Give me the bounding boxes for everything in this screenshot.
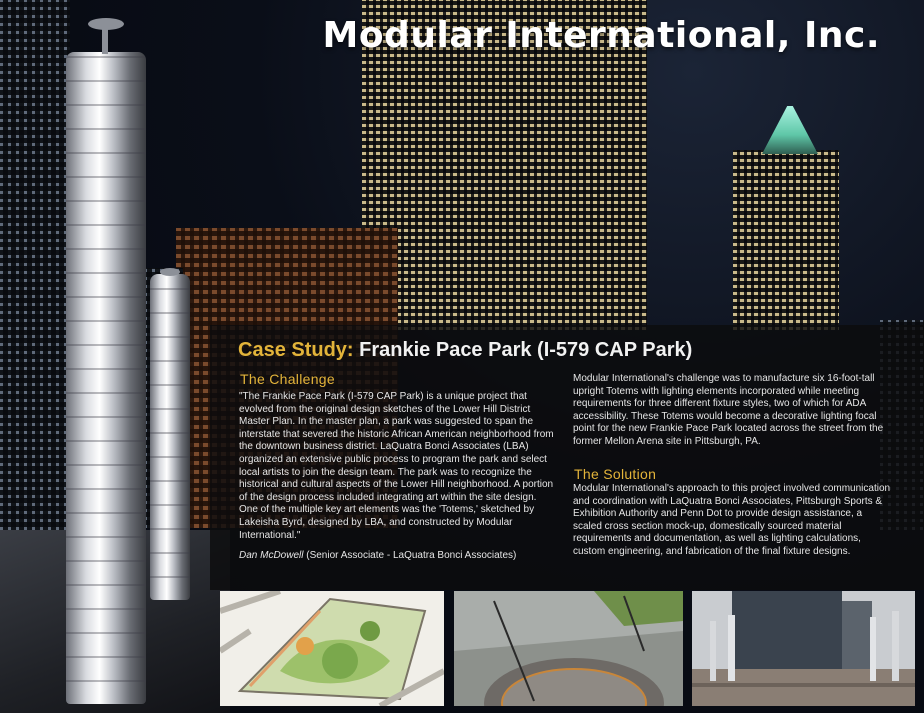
- company-title: Modular International, Inc.: [322, 15, 880, 56]
- totems-daytime-photo: [692, 591, 915, 706]
- project-name: Frankie Pace Park (I-579 CAP Park): [353, 339, 693, 361]
- challenge-heading: The Challenge: [240, 371, 335, 387]
- small-totem-cap: [160, 268, 180, 276]
- attribution-role: (Senior Associate - LaQuatra Bonci Associates): [303, 550, 517, 561]
- site-plan-drawing: [220, 591, 444, 706]
- large-totem-post: [102, 28, 108, 54]
- attribution-name: Dan McDowell: [239, 550, 304, 561]
- quote-attribution: [239, 550, 559, 561]
- solution-heading: The Solution: [574, 466, 657, 482]
- challenge-continued: Modular International's challenge was to manufacture six 16-foot-tall upright Totems with lighting elements incorporated while meeting requirements for three different fixture styles, two of which for ADA accessibility. These Totems would become a decorative lighting focal point for the new Frankie Pace Park located across the street from the former Mellon Arena site in Pittsburgh, PA.: [573, 373, 884, 447]
- plaza-aerial-image: [454, 591, 683, 706]
- totems-daytime-image: [692, 591, 915, 706]
- site-plan-photo: [220, 591, 444, 706]
- case-study-title: [238, 339, 692, 362]
- small-totem: [150, 274, 190, 600]
- left-tower: [0, 0, 70, 530]
- case-study-label: Case Study:: [238, 339, 354, 361]
- challenge-quote: "The Frankie Pace Park (I-579 CAP Park) is a unique project that evolved from the original design sketches of the Lower Hill District Master Plan. In the master plan, a park was suggested to span the interstate that severed the historic African American neighborhood from the downtown business district. LaQuatra Bonci Associates (LBA) organized an extensive public process to program the park and select local artists to join the design team. The park was to recognize the historical and cultural aspects of the Lower Hill neighborhood. A portion of the design process included integrating art within the site design. One of the multiple key art elements was the 'Totems,' sketched by Lakeisha Byrd, designed by LBA, and constructed by Modular International.": [239, 391, 554, 541]
- right-tower: [733, 150, 839, 330]
- large-totem: [66, 52, 146, 704]
- right-tower-crown: [762, 106, 818, 154]
- plaza-aerial-photo: [454, 591, 683, 706]
- solution-text: Modular International's approach to this project involved communication and coordination with LaQuatra Bonci Associates, Pittsburgh Sports & Exhibition Authority and Penn Dot to provide design assistance, a scaled cross section mock-up, domestically sourced material requirements and documentation, as well as lighting calculations, custom engineering, and fabrication of the final fixture designs.: [573, 483, 891, 557]
